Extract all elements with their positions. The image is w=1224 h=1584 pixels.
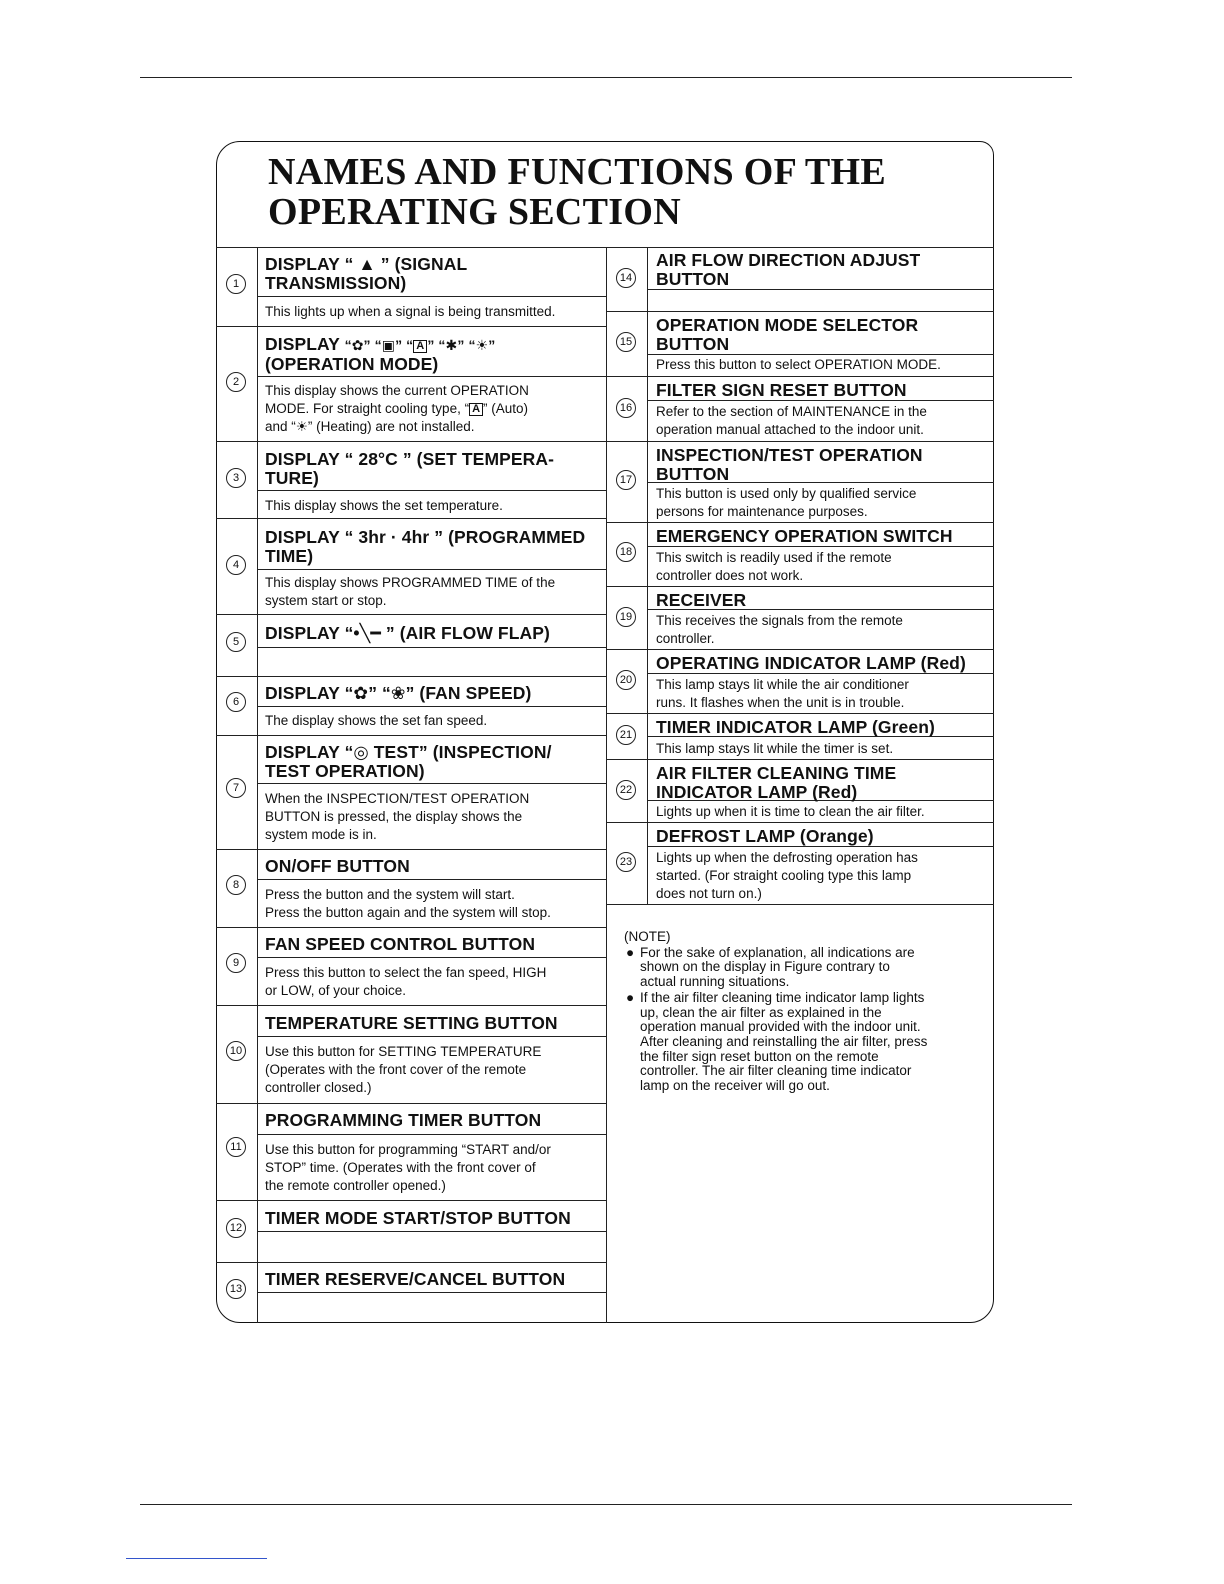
description-fragment: ” (Auto) xyxy=(483,401,529,416)
item-number-5: 5 xyxy=(226,632,246,652)
item-number-20: 20 xyxy=(616,670,636,690)
item-number-9: 9 xyxy=(226,953,246,973)
heading-line: TURE) xyxy=(265,468,319,488)
heading-line: OPERATING INDICATOR LAMP (Red) xyxy=(656,653,966,673)
description-line: Use this button for programming “START and/or xyxy=(265,1142,551,1157)
row-divider xyxy=(606,822,994,823)
note-block xyxy=(624,930,984,1094)
title-line-1: NAMES AND FUNCTIONS OF THE xyxy=(268,151,886,193)
table-top-rule xyxy=(216,247,994,248)
item-number-10: 10 xyxy=(226,1041,246,1061)
description-fragment: MODE. For straight cooling type, “ xyxy=(265,401,470,416)
note-line: shown on the display in Figure contrary to xyxy=(640,959,890,975)
description-line: persons for maintenance purposes. xyxy=(656,504,868,519)
item-number-17: 17 xyxy=(616,470,636,490)
description-line: When the INSPECTION/TEST OPERATION xyxy=(265,791,530,806)
heading-line: BUTTON xyxy=(656,269,730,289)
head-divider xyxy=(257,1134,606,1135)
item-number-3: 3 xyxy=(226,468,246,488)
item-6-heading xyxy=(265,684,531,703)
item-22-heading xyxy=(656,764,896,802)
footer-rule xyxy=(140,1504,1072,1505)
head-divider xyxy=(257,1292,606,1293)
mode-symbols: “✿” “▣” “ A ” “✱” “☀” xyxy=(344,337,496,353)
row-divider xyxy=(216,326,606,327)
head-divider xyxy=(257,957,606,958)
item-14-heading xyxy=(656,251,920,289)
item-4-heading xyxy=(265,528,585,566)
description-line: controller. xyxy=(656,631,715,646)
heading-line: INDICATOR LAMP (Red) xyxy=(656,782,858,802)
item-number-18: 18 xyxy=(616,542,636,562)
row-divider xyxy=(606,649,994,650)
item-1-heading xyxy=(265,255,467,293)
note-item-2 xyxy=(624,991,984,1094)
item-15-description xyxy=(656,356,941,374)
description-line: (Operates with the front cover of the remote xyxy=(265,1062,527,1077)
head-divider xyxy=(647,354,994,355)
head-divider xyxy=(647,289,994,290)
item-15-heading xyxy=(656,316,918,354)
description-line: Lights up when the defrosting operation has xyxy=(656,850,918,865)
item-number-16: 16 xyxy=(616,398,636,418)
description-line: Use this button for SETTING TEMPERATURE xyxy=(265,1044,542,1059)
fan-mode-icon: ✿ xyxy=(351,337,364,353)
heading-line: AIR FLOW DIRECTION ADJUST xyxy=(656,250,921,270)
item-10-description xyxy=(265,1043,541,1097)
description-line: operation manual attached to the indoor unit. xyxy=(656,422,924,437)
note-line: If the air filter cleaning time indicator lamp lights xyxy=(640,989,925,1005)
description-line: BUTTON is pressed, the display shows the xyxy=(265,809,523,824)
heat-mode-icon: ☀ xyxy=(295,419,308,434)
row-divider xyxy=(216,1200,606,1201)
description-line: The display shows the set fan speed. xyxy=(265,713,488,728)
heading-line: AIR FILTER CLEANING TIME xyxy=(656,763,897,783)
description-line: the remote controller opened.) xyxy=(265,1178,446,1193)
description-line: This lights up when a signal is being transmitted. xyxy=(265,304,556,319)
left-number-divider xyxy=(257,247,258,1323)
item-16-heading xyxy=(656,381,907,400)
head-divider xyxy=(647,846,994,847)
description-line: STOP” time. (Operates with the front cover of xyxy=(265,1160,536,1175)
item-number-15: 15 xyxy=(616,332,636,352)
item-11-heading xyxy=(265,1111,541,1130)
cool-mode-icon: ✱ xyxy=(445,337,458,353)
heading-line: DISPLAY “◎ TEST” (INSPECTION/ xyxy=(265,742,552,762)
description-line: Press the button again and the system will stop. xyxy=(265,905,551,920)
item-17-heading xyxy=(656,446,923,484)
footer-link-underline[interactable] xyxy=(126,1558,267,1559)
heading-line: DISPLAY “ 28°C ” (SET TEMPERA- xyxy=(265,449,555,469)
dry-mode-icon: ▣ xyxy=(381,337,396,353)
row-divider xyxy=(606,904,994,905)
heading-line: TIMER RESERVE/CANCEL BUTTON xyxy=(265,1269,566,1289)
auto-mode-icon: A xyxy=(413,340,427,353)
description-line: This display shows the current OPERATION xyxy=(265,383,529,398)
heading-line: TEST OPERATION) xyxy=(265,761,425,781)
heading-prefix: DISPLAY xyxy=(265,334,340,354)
item-20-description xyxy=(656,676,909,712)
item-7-heading xyxy=(265,743,552,781)
description-line: runs. It flashes when the unit is in trouble. xyxy=(656,695,905,710)
head-divider xyxy=(257,1231,606,1232)
row-divider xyxy=(216,518,606,519)
row-divider xyxy=(606,376,994,377)
item-13-heading xyxy=(265,1270,565,1289)
item-12-heading xyxy=(265,1209,571,1228)
head-divider xyxy=(257,706,606,707)
item-17-description xyxy=(656,485,916,521)
description-line: does not turn on.) xyxy=(656,886,762,901)
heading-line: ON/OFF BUTTON xyxy=(265,856,410,876)
item-2-description xyxy=(265,382,529,436)
head-divider xyxy=(257,376,606,377)
item-8-description xyxy=(265,886,551,922)
heading-line: PROGRAMMING TIMER BUTTON xyxy=(265,1110,542,1130)
heading-line: DEFROST LAMP (Orange) xyxy=(656,826,874,846)
heading-line: TIMER MODE START/STOP BUTTON xyxy=(265,1208,571,1228)
description-line: Press the button and the system will start. xyxy=(265,887,515,902)
heat-mode-icon: ☀ xyxy=(475,337,489,353)
row-divider xyxy=(606,586,994,587)
head-divider xyxy=(647,400,994,401)
heading-line: INSPECTION/TEST OPERATION xyxy=(656,445,923,465)
head-divider xyxy=(257,296,606,297)
row-divider xyxy=(216,614,606,615)
heading-line: FAN SPEED CONTROL BUTTON xyxy=(265,934,536,954)
row-divider xyxy=(606,522,994,523)
heading-line: EMERGENCY OPERATION SWITCH xyxy=(656,526,953,546)
note-line: operation manual provided with the indoor unit. xyxy=(640,1019,921,1035)
item-number-19: 19 xyxy=(616,607,636,627)
heading-line: DISPLAY “ ▲ ” (SIGNAL xyxy=(265,254,468,274)
row-divider xyxy=(216,676,606,677)
row-divider xyxy=(216,849,606,850)
item-21-description xyxy=(656,740,893,758)
item-number-23: 23 xyxy=(616,852,636,872)
description-line: This receives the signals from the remote xyxy=(656,613,903,628)
item-number-13: 13 xyxy=(226,1279,246,1299)
description-line: Press this button to select the fan speed, HIGH xyxy=(265,965,547,980)
row-divider xyxy=(606,759,994,760)
heading-line: BUTTON xyxy=(656,464,730,484)
row-divider xyxy=(216,441,606,442)
item-9-description xyxy=(265,964,546,1000)
item-number-22: 22 xyxy=(616,780,636,800)
heading-line: RECEIVER xyxy=(656,590,747,610)
item-number-12: 12 xyxy=(226,1218,246,1238)
heading-line: OPERATION MODE SELECTOR xyxy=(656,315,919,335)
description-line: This lamp stays lit while the timer is set. xyxy=(656,741,894,756)
head-divider xyxy=(647,546,994,547)
item-number-8: 8 xyxy=(226,875,246,895)
heading-line: TEMPERATURE SETTING BUTTON xyxy=(265,1013,558,1033)
description-line: started. (For straight cooling type this lamp xyxy=(656,868,912,883)
item-number-1: 1 xyxy=(226,274,246,294)
item-16-description xyxy=(656,403,927,439)
note-line: the filter sign reset button on the remote xyxy=(640,1048,879,1064)
item-22-description xyxy=(656,803,925,821)
header-rule xyxy=(140,77,1072,78)
description-line: controller closed.) xyxy=(265,1080,372,1095)
heading-line: DISPLAY “•╲━ ” (AIR FLOW FLAP) xyxy=(265,623,550,643)
note-line: controller. The air filter cleaning time indicator xyxy=(640,1063,912,1079)
description-line: This display shows the set temperature. xyxy=(265,498,503,513)
row-divider xyxy=(606,311,994,312)
row-divider xyxy=(216,1005,606,1006)
item-4-description xyxy=(265,574,555,610)
bullet-icon: ● xyxy=(626,944,635,960)
head-divider xyxy=(257,879,606,880)
row-divider xyxy=(216,735,606,736)
page-title xyxy=(268,152,948,232)
head-divider xyxy=(257,1036,606,1037)
title-line-2: OPERATING SECTION xyxy=(268,191,681,233)
description-line: system start or stop. xyxy=(265,593,387,608)
item-19-heading xyxy=(656,591,746,610)
row-divider xyxy=(606,441,994,442)
note-line: For the sake of explanation, all indications are xyxy=(640,944,915,960)
heading-line: FILTER SIGN RESET BUTTON xyxy=(656,380,907,400)
item-7-description xyxy=(265,790,529,844)
head-divider xyxy=(257,569,606,570)
heading-line: DISPLAY “✿” “❀” (FAN SPEED) xyxy=(265,683,532,703)
item-number-7: 7 xyxy=(226,778,246,798)
note-line: lamp on the receiver will go out. xyxy=(640,1078,830,1094)
column-divider xyxy=(606,247,607,1323)
heading-line: TRANSMISSION) xyxy=(265,273,407,293)
auto-mode-icon: A xyxy=(469,403,483,416)
item-6-description xyxy=(265,712,487,730)
item-number-21: 21 xyxy=(616,725,636,745)
item-19-description xyxy=(656,612,903,648)
note-item-1 xyxy=(624,946,984,990)
item-2-heading xyxy=(265,335,495,374)
item-18-heading xyxy=(656,527,953,546)
description-line: system mode is in. xyxy=(265,827,377,842)
heading-line: TIME) xyxy=(265,546,314,566)
item-10-heading xyxy=(265,1014,558,1033)
row-divider xyxy=(606,713,994,714)
item-8-heading xyxy=(265,857,410,876)
item-number-2: 2 xyxy=(226,372,246,392)
row-divider xyxy=(216,927,606,928)
note-line: up, clean the air filter as explained in the xyxy=(640,1004,882,1020)
item-number-11: 11 xyxy=(226,1137,246,1157)
head-divider xyxy=(257,783,606,784)
heading-line: BUTTON xyxy=(656,334,730,354)
description-line: Refer to the section of MAINTENANCE in the xyxy=(656,404,927,419)
item-number-14: 14 xyxy=(616,268,636,288)
item-number-6: 6 xyxy=(226,692,246,712)
item-21-heading xyxy=(656,718,935,737)
item-3-description xyxy=(265,497,503,515)
bullet-icon: ● xyxy=(626,989,635,1005)
description-line: Lights up when it is time to clean the air filter. xyxy=(656,804,925,819)
heading-line: (OPERATION MODE) xyxy=(265,354,439,374)
item-9-heading xyxy=(265,935,535,954)
note-line: After cleaning and reinstalling the air filter, press xyxy=(640,1033,928,1049)
item-3-heading xyxy=(265,450,554,488)
head-divider xyxy=(257,490,606,491)
item-20-heading xyxy=(656,654,966,673)
description-line: or LOW, of your choice. xyxy=(265,983,407,998)
heading-line: TIMER INDICATOR LAMP (Green) xyxy=(656,717,935,737)
item-5-heading xyxy=(265,624,550,643)
description-line: This button is used only by qualified service xyxy=(656,486,917,501)
item-1-description xyxy=(265,303,555,321)
row-divider xyxy=(216,1262,606,1263)
row-divider xyxy=(216,1103,606,1104)
item-23-heading xyxy=(656,827,874,846)
head-divider xyxy=(257,647,606,648)
item-23-description xyxy=(656,849,918,903)
right-number-divider xyxy=(647,247,648,904)
item-11-description xyxy=(265,1141,551,1195)
head-divider xyxy=(647,673,994,674)
note-line: actual running situations. xyxy=(640,974,790,990)
description-fragment: and “ xyxy=(265,419,296,434)
description-line: controller does not work. xyxy=(656,568,804,583)
heading-line: DISPLAY “ 3hr · 4hr ” (PROGRAMMED xyxy=(265,527,586,547)
note-label: (NOTE) xyxy=(624,929,671,944)
description-line: Press this button to select OPERATION MODE. xyxy=(656,357,941,372)
item-18-description xyxy=(656,549,892,585)
description-line: This display shows PROGRAMMED TIME of the xyxy=(265,575,556,590)
item-number-4: 4 xyxy=(226,555,246,575)
description-line: This switch is readily used if the remote xyxy=(656,550,892,565)
description-fragment: ” (Heating) are not installed. xyxy=(307,419,475,434)
description-line: This lamp stays lit while the air conditioner xyxy=(656,677,909,692)
